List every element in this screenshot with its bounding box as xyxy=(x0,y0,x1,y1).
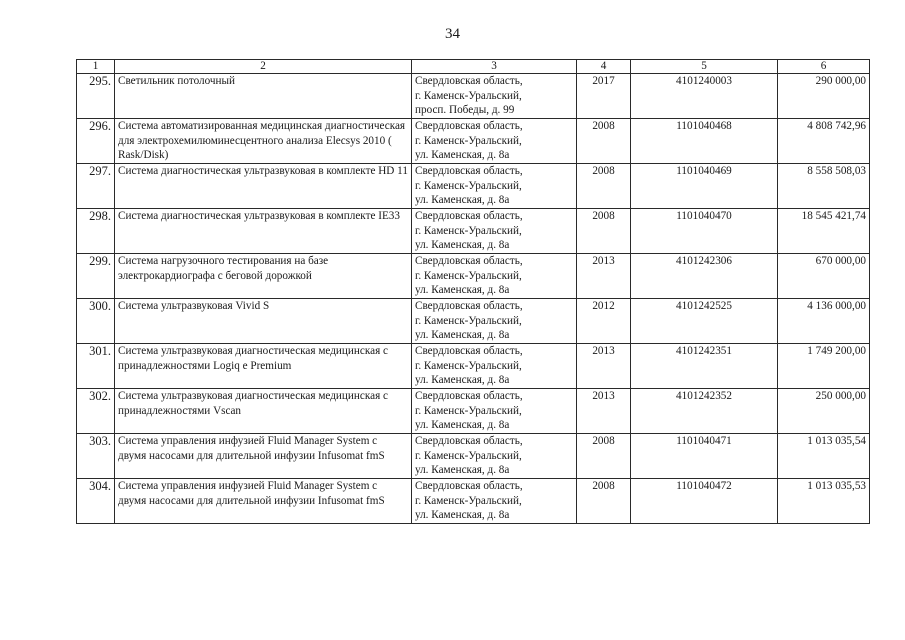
item-year: 2008 xyxy=(577,434,631,479)
row-number: 295. xyxy=(77,74,115,119)
row-number: 296. xyxy=(77,119,115,164)
table-row xyxy=(77,479,870,524)
row-number: 304. xyxy=(77,479,115,524)
inventory-number: 1101040472 xyxy=(631,479,778,524)
inventory-number: 1101040469 xyxy=(631,164,778,209)
item-cost: 18 545 421,74 xyxy=(778,209,870,254)
address-street: ул. Каменская, д. 8а xyxy=(415,329,510,342)
address-region: Свердловская область, xyxy=(415,165,523,177)
item-year: 2008 xyxy=(577,209,631,254)
item-year: 2012 xyxy=(577,299,631,344)
row-number: 297. xyxy=(77,164,115,209)
address-city: г. Каменск-Уральский, xyxy=(415,134,522,147)
item-name: Система диагностическая ультразвуковая в комплекте IE33 xyxy=(115,209,412,254)
header-col-6: 6 xyxy=(778,60,870,74)
row-number: 298. xyxy=(77,209,115,254)
header-col-4: 4 xyxy=(577,60,631,74)
item-name: Система ультразвуковая Vivid S xyxy=(115,299,412,344)
item-name: Система ультразвуковая диагностическая медицинская с принадлежностями Logiq e Premium xyxy=(115,344,412,389)
address-city: г. Каменск-Уральский, xyxy=(415,449,522,462)
table-row xyxy=(77,434,870,479)
address-street: ул. Каменская, д. 8а xyxy=(415,419,510,432)
address-region: Свердловская область, xyxy=(415,300,523,312)
item-address xyxy=(412,164,577,209)
header-col-1: 1 xyxy=(77,60,115,74)
item-cost: 670 000,00 xyxy=(778,254,870,299)
table-row xyxy=(77,119,870,164)
table-row xyxy=(77,389,870,434)
address-region: Свердловская область, xyxy=(415,255,523,267)
address-street: ул. Каменская, д. 8а xyxy=(415,194,510,207)
item-address xyxy=(412,434,577,479)
item-address xyxy=(412,344,577,389)
address-region: Свердловская область, xyxy=(415,345,523,357)
item-year: 2013 xyxy=(577,389,631,434)
row-number: 301. xyxy=(77,344,115,389)
address-city: г. Каменск-Уральский, xyxy=(415,269,522,282)
address-city: г. Каменск-Уральский, xyxy=(415,179,522,192)
table-row xyxy=(77,344,870,389)
address-city: г. Каменск-Уральский, xyxy=(415,224,522,237)
inventory-number: 1101040471 xyxy=(631,434,778,479)
item-name: Система нагрузочного тестирования на базе электрокардиографа с беговой дорожкой xyxy=(115,254,412,299)
item-address xyxy=(412,119,577,164)
address-region: Свердловская область, xyxy=(415,435,523,447)
table-row xyxy=(77,299,870,344)
inventory-number: 4101242306 xyxy=(631,254,778,299)
address-city: г. Каменск-Уральский, xyxy=(415,404,522,417)
inventory-number: 4101242351 xyxy=(631,344,778,389)
item-address xyxy=(412,74,577,119)
row-number: 300. xyxy=(77,299,115,344)
item-cost: 1 013 035,54 xyxy=(778,434,870,479)
item-name: Система диагностическая ультразвуковая в комплекте HD 11 xyxy=(115,164,412,209)
inventory-number: 1101040470 xyxy=(631,209,778,254)
property-table xyxy=(76,59,870,524)
address-street: ул. Каменская, д. 8а xyxy=(415,149,510,162)
item-cost: 8 558 508,03 xyxy=(778,164,870,209)
address-region: Свердловская область, xyxy=(415,390,523,402)
item-name: Система управления инфузией Fluid Manager System с двумя насосами для длительной инфузии Infusomat fmS xyxy=(115,434,412,479)
item-year: 2013 xyxy=(577,254,631,299)
item-cost: 250 000,00 xyxy=(778,389,870,434)
item-cost: 4 808 742,96 xyxy=(778,119,870,164)
item-name: Система управления инфузией Fluid Manager System с двумя насосами для длительной инфузии Infusomat fmS xyxy=(115,479,412,524)
page-number: 34 xyxy=(445,26,460,42)
item-address xyxy=(412,299,577,344)
item-cost: 290 000,00 xyxy=(778,74,870,119)
header-col-2: 2 xyxy=(115,60,412,74)
header-col-5: 5 xyxy=(631,60,778,74)
address-city: г. Каменск-Уральский, xyxy=(415,89,522,102)
inventory-number: 4101242525 xyxy=(631,299,778,344)
item-name: Система автоматизированная медицинская диагностическая для электрохемилюминесцентного анализа Elecsys 2010 ( Rask/Disk) xyxy=(115,119,412,164)
address-street: просп. Победы, д. 99 xyxy=(415,104,515,117)
row-number: 302. xyxy=(77,389,115,434)
item-year: 2017 xyxy=(577,74,631,119)
item-year: 2008 xyxy=(577,119,631,164)
address-street: ул. Каменская, д. 8а xyxy=(415,239,510,252)
address-street: ул. Каменская, д. 8а xyxy=(415,284,510,297)
item-name: Светильник потолочный xyxy=(115,74,412,119)
address-region: Свердловская область, xyxy=(415,120,523,132)
row-number: 299. xyxy=(77,254,115,299)
item-address xyxy=(412,389,577,434)
item-cost: 4 136 000,00 xyxy=(778,299,870,344)
table-row xyxy=(77,254,870,299)
address-street: ул. Каменская, д. 8а xyxy=(415,509,510,522)
address-city: г. Каменск-Уральский, xyxy=(415,359,522,372)
item-cost: 1 749 200,00 xyxy=(778,344,870,389)
address-region: Свердловская область, xyxy=(415,480,523,492)
address-region: Свердловская область, xyxy=(415,210,523,222)
table-row xyxy=(77,164,870,209)
address-city: г. Каменск-Уральский, xyxy=(415,314,522,327)
item-year: 2008 xyxy=(577,479,631,524)
item-year: 2013 xyxy=(577,344,631,389)
address-city: г. Каменск-Уральский, xyxy=(415,494,522,507)
inventory-number: 4101242352 xyxy=(631,389,778,434)
item-address xyxy=(412,254,577,299)
item-address xyxy=(412,209,577,254)
row-number: 303. xyxy=(77,434,115,479)
address-region: Свердловская область, xyxy=(415,75,523,87)
address-street: ул. Каменская, д. 8а xyxy=(415,464,510,477)
header-col-3: 3 xyxy=(412,60,577,74)
item-name: Система ультразвуковая диагностическая медицинская с принадлежностями Vscan xyxy=(115,389,412,434)
header-row xyxy=(77,60,870,74)
item-address xyxy=(412,479,577,524)
item-year: 2008 xyxy=(577,164,631,209)
table-row xyxy=(77,74,870,119)
inventory-number: 4101240003 xyxy=(631,74,778,119)
item-cost: 1 013 035,53 xyxy=(778,479,870,524)
address-street: ул. Каменская, д. 8а xyxy=(415,374,510,387)
inventory-number: 1101040468 xyxy=(631,119,778,164)
table-row xyxy=(77,209,870,254)
